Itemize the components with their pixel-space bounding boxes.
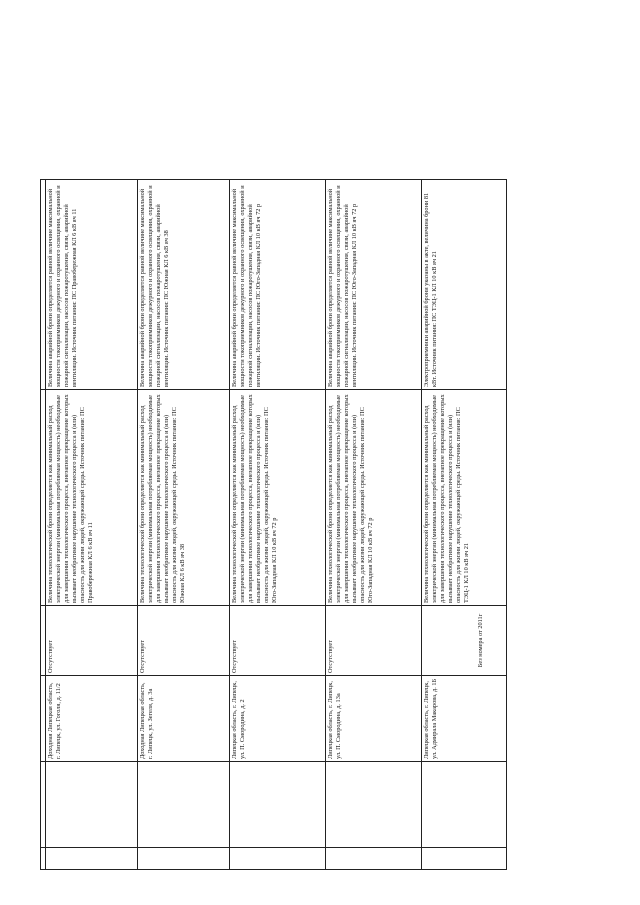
status-cell: Отсутствует: [326, 606, 422, 676]
table-row: [422, 180, 507, 870]
tech-reserve-cell: Величина технологической брони определяется как минимальный расход электрической энергии (минимальная потребляемая мощность) необходимые для завершения технологического процесса, внезапное прекращение которых вызывает необратимое нарушение технологического процесса и (или) опасность для жизни людей, окружающей среды. Источник питания: ПС Юго-Западная КЛ 10 кВ яч 72 р: [230, 390, 326, 606]
empty-cell: [46, 762, 138, 848]
emergency-reserve-cell: Величина аварийной брони определяется равной величине максимальной мощности токоприемников дежурного и охранного освещения, охранной и пожарной сигнализации, насосов пожаротушения, связи, аварийной вентиляции. Источник питания: ПС Южная КЛ 6 кВ яч 38: [138, 180, 230, 390]
status-cell: Отсутствует: [46, 606, 138, 676]
tech-reserve-cell: Величина технологической брони определяется как минимальный расход электрической энергии (минимальная потребляемая мощность) необходимые для завершения технологического процесса, внезапное прекращение которых вызывает необратимое нарушение технологического процесса и (или) опасность для жизни людей, окружающей среды. Источник питания: ПС Южная КЛ 6 кВ яч 38: [138, 390, 230, 606]
tech-reserve-cell: Величина технологической брони определяется как минимальный расход электрической энергии (минимальная потребляемая мощность) необходимые для завершения технологического процесса, внезапное прекращение которых вызывает необратимое нарушение технологического процесса и (или) опасность для жизни людей, окружающей среды. Источник питания: ПС Правобережная КЛ 6 кВ яч 11: [46, 390, 138, 606]
table-row: [46, 180, 138, 870]
table-row: [230, 180, 326, 870]
table-row: [326, 180, 422, 870]
act-note: Без номера от 2011г: [477, 613, 484, 668]
address-cell: Доходная Липецкая область, г. Липецк, ул. Зегеля, д. 3а: [138, 676, 230, 762]
empty-cell: [138, 762, 230, 848]
rotated-table-wrapper: [40, 180, 505, 870]
row-left-margin-cell: [230, 848, 326, 870]
row-left-margin-cell: [46, 848, 138, 870]
status-cell: Отсутствует: [230, 606, 326, 676]
status-cell: Отсутствует: [138, 606, 230, 676]
empty-cell: [230, 762, 326, 848]
table-row: [138, 180, 230, 870]
emergency-reserve-cell: Величина аварийной брони определяется равной величине максимальной мощности токоприемников дежурного и охранного освещения, охранной и пожарной сигнализации, насосов пожаротушения, связи, аварийной вентиляции. Источник питания: ПС Юго-Западная КЛ 10 кВ яч 72 р: [326, 180, 422, 390]
emergency-reserve-cell: Величина аварийной брони определяется равной величине максимальной мощности токоприемников дежурного и охранного освещения, охранной и пожарной сигнализации, насосов пожаротушения, связи, аварийной вентиляции. Источник питания: ПС Правобережная КЛ 6 кВ яч 11: [46, 180, 138, 390]
tech-reserve-cell: Величина технологической брони определяется как минимальный расход электрической энергии (минимальная потребляемая мощность) необходимые для завершения технологического процесса, внезапное прекращение которых вызывает необратимое нарушение технологического процесса и (или) опасность для жизни людей, окружающей среды. Источник питания: ПС ТЭЦ-1 КЛ 10 кВ яч 21: [422, 390, 507, 606]
emergency-reserve-cell: Электроприемники аварийной брони указаны в акте, величина брони 81 кВт. Источник питания: ПС ТЭЦ-1 КЛ 10 кВ яч 21: [422, 180, 507, 390]
address-cell: Липецкая область, г. Липецк, ул. Адмирала Макарова, д. 1Б: [422, 676, 507, 762]
empty-cell: [422, 762, 507, 848]
address-cell: Доходная Липецкая область, г. Липецк, ул. Гоголя, д. 11/2: [46, 676, 138, 762]
row-left-margin-cell: [422, 848, 507, 870]
address-cell: Липецкая область, г. Липецк, ул. П. Смородина, д. 13а: [326, 676, 422, 762]
power-reserve-table: [40, 179, 507, 870]
empty-cell: [326, 762, 422, 848]
row-left-margin-cell: [138, 848, 230, 870]
address-cell: Липецкая область, г. Липецк, ул. П. Смородина, д. 2: [230, 676, 326, 762]
note-cell: [422, 606, 507, 676]
emergency-reserve-cell: Величина аварийной брони определяется равной величине максимальной мощности токоприемников дежурного и охранного освещения, охранной и пожарной сигнализации, насосов пожаротушения, связи, аварийной вентиляции. Источник питания: ПС Юго-Западная КЛ 10 кВ яч 72 р: [230, 180, 326, 390]
tech-reserve-cell: Величина технологической брони определяется как минимальный расход электрической энергии (минимальная потребляемая мощность) необходимые для завершения технологического процесса, внезапное прекращение которых вызывает необратимое нарушение технологического процесса и (или) опасность для жизни людей, окружающей среды. Источник питания: ПС Юго-Западная КЛ 10 кВ яч 72 р: [326, 390, 422, 606]
row-left-margin-cell: [326, 848, 422, 870]
